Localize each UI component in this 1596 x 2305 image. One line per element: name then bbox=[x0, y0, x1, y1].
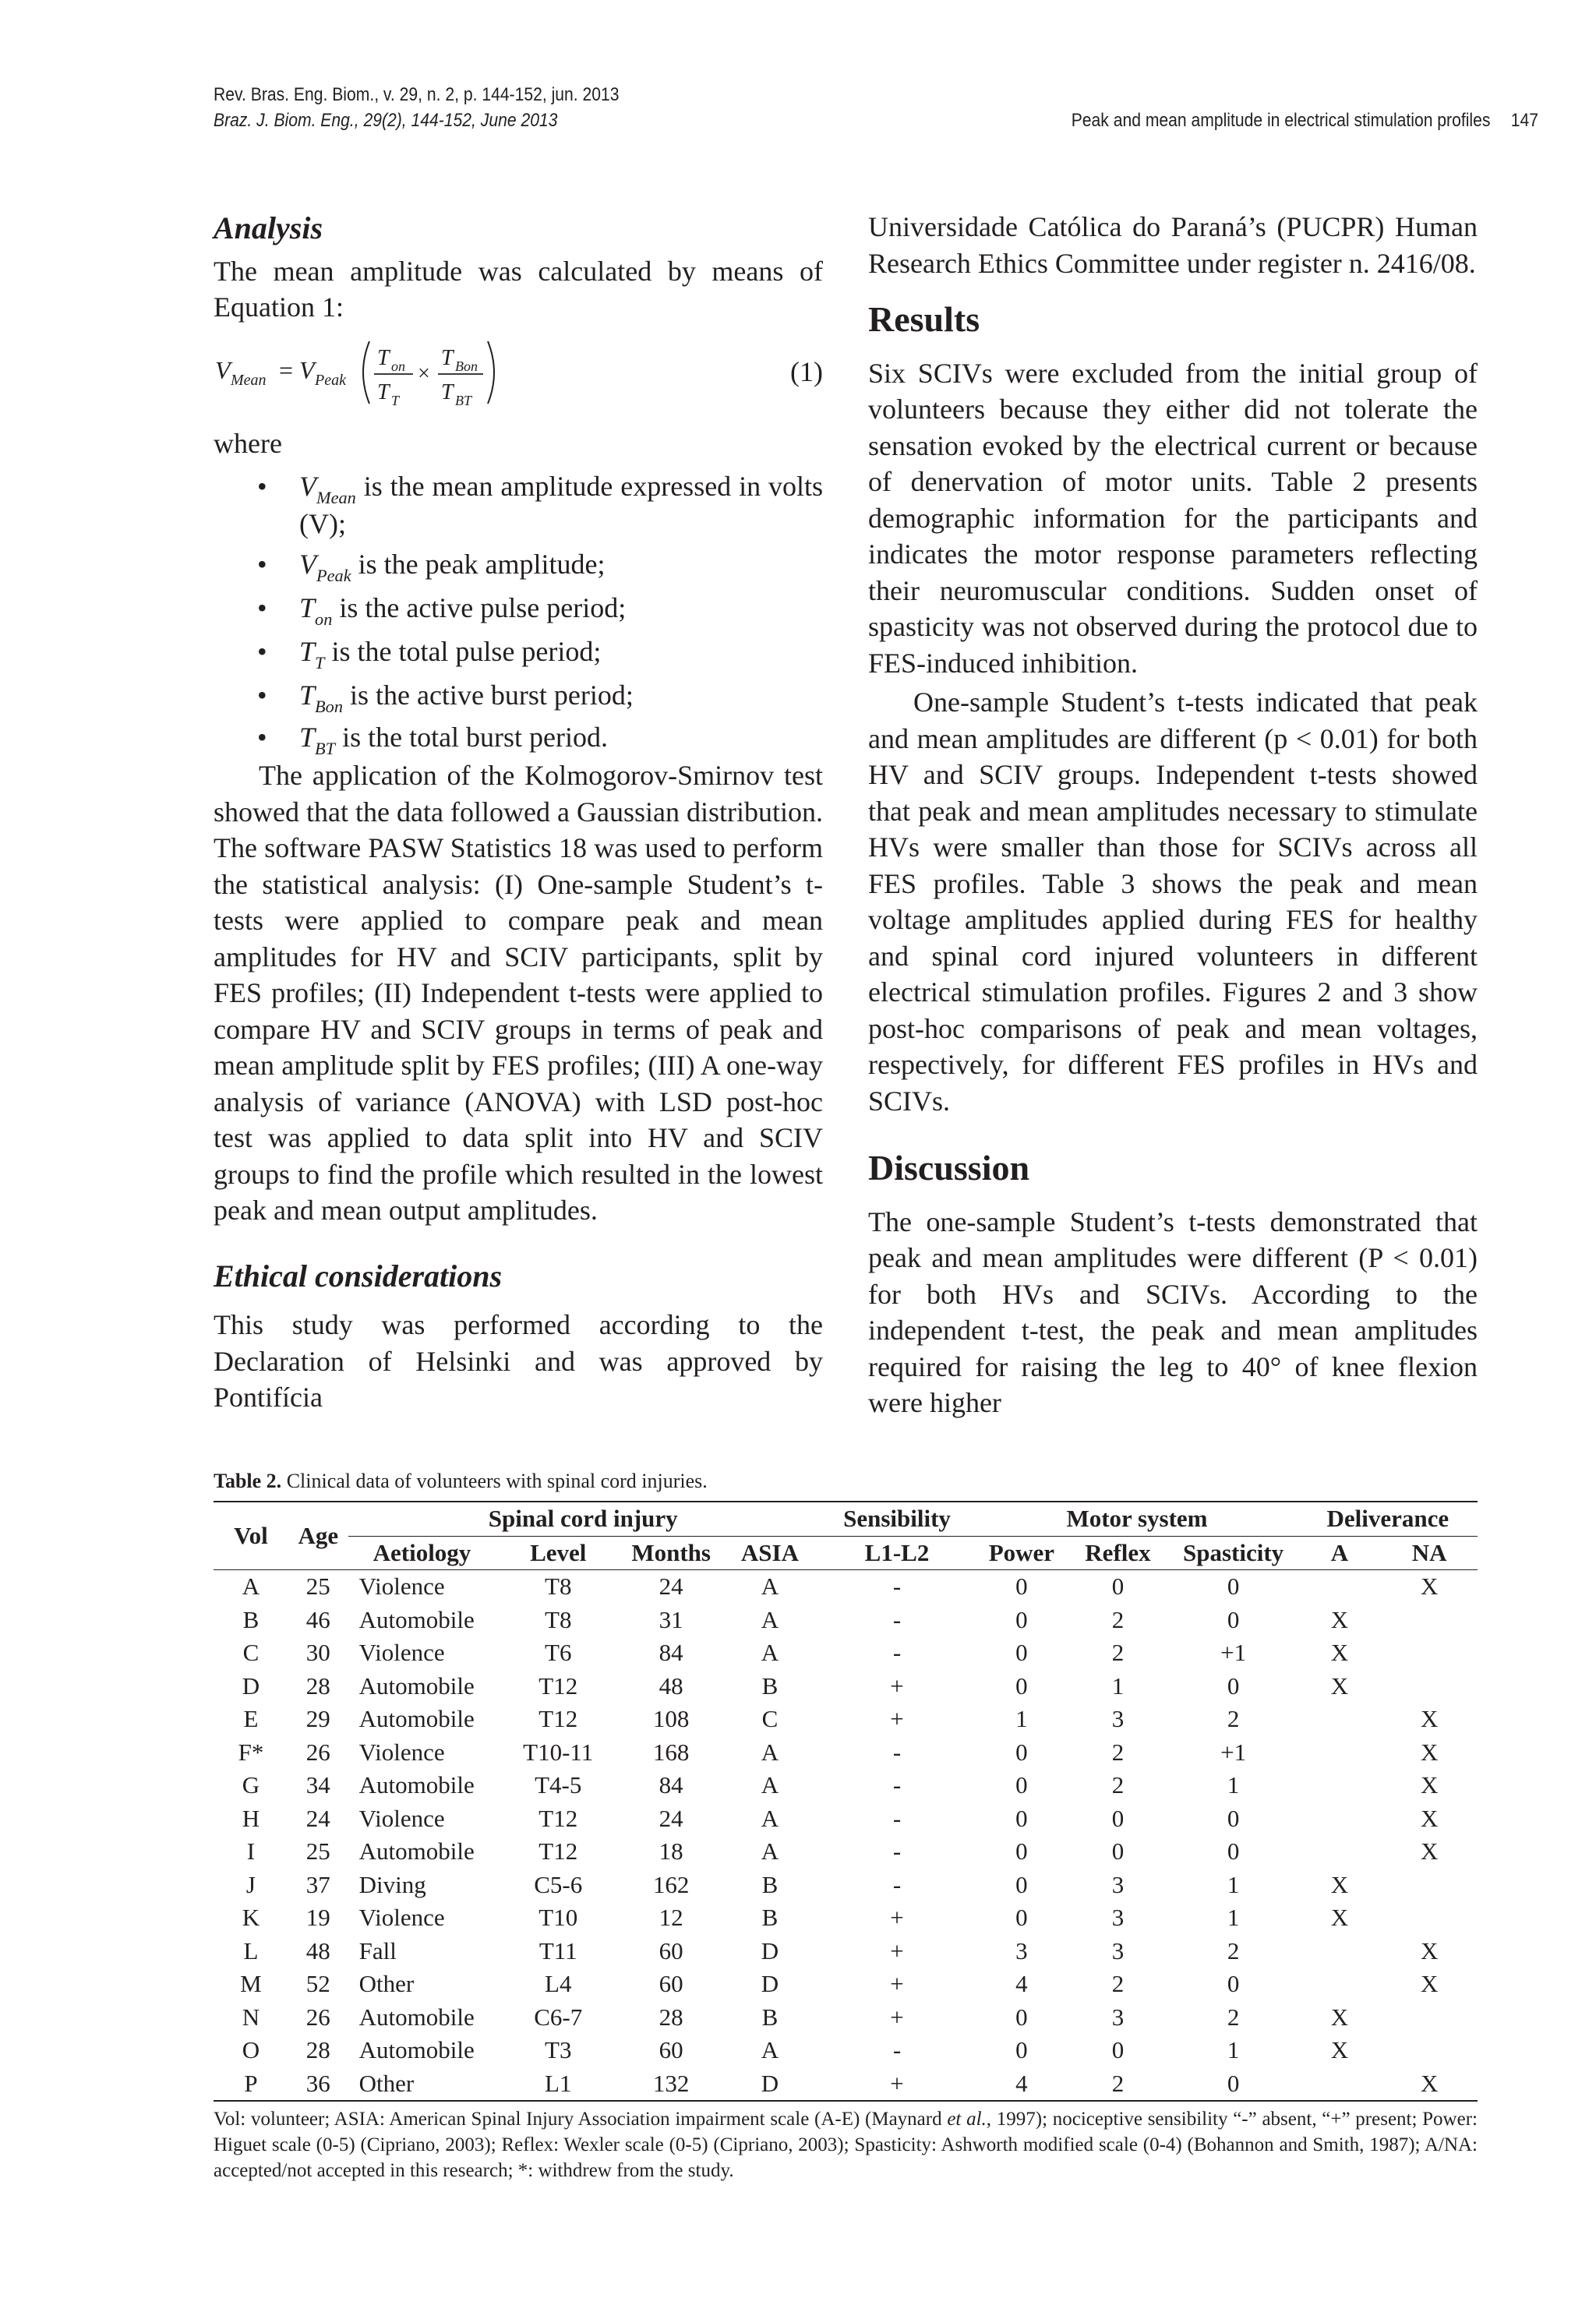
cell-power: 0 bbox=[1015, 1804, 1028, 1832]
cell-power: 0 bbox=[1015, 2036, 1028, 2064]
cell-asia: A bbox=[761, 1771, 779, 1799]
cell-accepted bbox=[1298, 1835, 1382, 1869]
journal-header-en: Braz. J. Biom. Eng., 29(2), 144-152, June 2013 bbox=[214, 110, 558, 131]
cell-not-accepted: X bbox=[1420, 1573, 1439, 1601]
results-heading: Results bbox=[868, 299, 980, 339]
cell-accepted bbox=[1298, 1935, 1382, 1968]
cell-asia: B bbox=[761, 1671, 779, 1700]
cell-not-accepted: X bbox=[1381, 2067, 1478, 2102]
cell-reflex: 0 bbox=[1111, 1804, 1125, 1832]
cell-power: 0 bbox=[1015, 1738, 1028, 1766]
cell-spasticity: 2 bbox=[1227, 1705, 1240, 1733]
cell-sensibility: - bbox=[892, 1573, 902, 1601]
header-not-accepted: NA bbox=[1381, 1536, 1478, 1570]
cell-asia: C bbox=[761, 1705, 779, 1733]
cell-not-accepted bbox=[1381, 1604, 1478, 1637]
cell-sensibility: - bbox=[892, 1605, 902, 1633]
cell-sensibility: - bbox=[892, 1771, 902, 1799]
cell-aetiology: Violence bbox=[358, 1573, 445, 1601]
cell-vol: M bbox=[240, 1970, 262, 1998]
cell-accepted bbox=[1298, 1968, 1382, 2001]
analysis-heading: Analysis bbox=[214, 210, 323, 245]
cell-level: T10-11 bbox=[523, 1738, 594, 1766]
cell-aetiology: Diving bbox=[358, 1870, 426, 1898]
header-aetiology: Aetiology bbox=[348, 1536, 496, 1570]
cell-age: 34 bbox=[305, 1771, 330, 1799]
cell-sensibility: - bbox=[892, 1837, 902, 1866]
cell-age: 28 bbox=[305, 1671, 330, 1700]
cell-spasticity: +1 bbox=[1220, 1738, 1247, 1766]
cell-power: 0 bbox=[1015, 1573, 1028, 1601]
cell-power: 0 bbox=[1015, 1870, 1028, 1898]
header-vol: Vol bbox=[214, 1502, 288, 1570]
cell-not-accepted bbox=[1381, 1901, 1478, 1935]
table-row bbox=[214, 1604, 1478, 1637]
cell-level: C6-7 bbox=[534, 2003, 583, 2031]
cell-not-accepted: X bbox=[1420, 1804, 1439, 1832]
cell-months: 168 bbox=[652, 1738, 690, 1766]
cell-asia: B bbox=[761, 1870, 779, 1898]
table-row bbox=[214, 1901, 1478, 1935]
cell-vol: P bbox=[214, 2067, 288, 2102]
cell-aetiology: Automobile bbox=[358, 1705, 475, 1733]
svg-text:Mean: Mean bbox=[231, 371, 267, 389]
cell-vol: E bbox=[243, 1705, 259, 1733]
cell-aetiology: Automobile bbox=[358, 1605, 475, 1633]
bullet-vpeak: • $V_{Peak}$ is the peak amplitude; bbox=[214, 542, 823, 586]
header-motor-system: Motor system bbox=[976, 1502, 1298, 1536]
cell-level: T12 bbox=[538, 1837, 578, 1866]
cell-vol: G bbox=[242, 1771, 260, 1799]
cell-vol: K bbox=[242, 1904, 260, 1932]
bullet-ton: • $T_{on}$ is the active pulse period; bbox=[214, 586, 823, 630]
cell-months: 108 bbox=[652, 1705, 690, 1733]
cell-not-accepted bbox=[1381, 1670, 1478, 1703]
cell-reflex: 2 bbox=[1067, 2067, 1168, 2102]
cell-vol: J bbox=[245, 1870, 256, 1898]
cell-sensibility: + bbox=[890, 1970, 904, 1998]
cell-reflex: 3 bbox=[1111, 1936, 1125, 1964]
cell-asia: B bbox=[761, 2003, 779, 2031]
cell-accepted bbox=[1298, 1570, 1382, 1604]
cell-age: 24 bbox=[305, 1804, 330, 1832]
cell-not-accepted bbox=[1381, 1636, 1478, 1670]
header-reflex: Reflex bbox=[1067, 1536, 1168, 1570]
cell-accepted: X bbox=[1330, 2003, 1349, 2031]
cell-accepted: X bbox=[1330, 1605, 1349, 1633]
cell-months: 132 bbox=[620, 2067, 722, 2102]
cell-vol: I bbox=[246, 1837, 256, 1866]
cell-reflex: 3 bbox=[1111, 1904, 1125, 1932]
cell-vol: O bbox=[242, 2036, 260, 2064]
cell-reflex: 2 bbox=[1111, 1605, 1125, 1633]
cell-reflex: 2 bbox=[1111, 1639, 1125, 1667]
table-footnote: Vol: volunteer; ASIA: American Spinal Injury Association impairment scale (A-E) (Maynard et al., 1997); nociceptive sensibility “-” absent, “+” present; Power: Higuet scale (0-5) (Cipriano, 2003); Reflex: Wexler scale (0-5) (Cipriano, 2003); Spasticity: Ashworth modified scale (0-4) (Bohannon and Smith, 1987); A/NA: accepted/not accepted in this research; *: withdrew from the study. bbox=[214, 2109, 1478, 2181]
cell-power: 0 bbox=[1015, 2003, 1028, 2031]
cell-asia: A bbox=[761, 1804, 779, 1832]
cell-spasticity: 2 bbox=[1227, 1936, 1240, 1964]
cell-level: T4-5 bbox=[535, 1771, 582, 1799]
cell-power: 0 bbox=[1015, 1771, 1028, 1799]
cell-accepted: X bbox=[1330, 1870, 1349, 1898]
cell-months: 28 bbox=[659, 2003, 683, 2031]
header-accepted: A bbox=[1298, 1536, 1382, 1570]
table-row bbox=[214, 1869, 1478, 1902]
cell-age: 30 bbox=[305, 1639, 330, 1667]
cell-level: T12 bbox=[538, 1705, 578, 1733]
cell-reflex: 0 bbox=[1111, 2036, 1125, 2064]
cell-spasticity: +1 bbox=[1220, 1639, 1247, 1667]
equation-number: (1) bbox=[790, 355, 823, 387]
cell-power: 4 bbox=[1015, 1970, 1028, 1998]
svg-text:T: T bbox=[377, 345, 390, 370]
cell-age: 29 bbox=[305, 1705, 330, 1733]
bullet-vmean: • $V_{Mean}$ is the mean amplitude expressed in volts (V); bbox=[214, 468, 823, 542]
svg-text:V: V bbox=[299, 355, 315, 384]
cell-sensibility: - bbox=[892, 1804, 902, 1832]
cell-vol: C bbox=[242, 1639, 260, 1667]
cell-vol: H bbox=[242, 1804, 260, 1832]
cell-reflex: 2 bbox=[1111, 1970, 1125, 1998]
cell-level: T11 bbox=[538, 1936, 577, 1964]
cell-months: 162 bbox=[652, 1870, 690, 1898]
cell-months: 24 bbox=[659, 1573, 683, 1601]
bullet-tt: • $T_T$ is the total pulse period; bbox=[214, 630, 823, 673]
cell-level: T8 bbox=[545, 1605, 572, 1633]
cell-reflex: 1 bbox=[1111, 1671, 1125, 1700]
cell-level: C5-6 bbox=[534, 1870, 583, 1898]
cell-aetiology: Violence bbox=[358, 1804, 445, 1832]
equation-1 bbox=[214, 330, 823, 415]
cell-reflex: 3 bbox=[1111, 1870, 1125, 1898]
cell-months: 60 bbox=[659, 2036, 683, 2064]
cell-sensibility: - bbox=[892, 2036, 902, 2064]
table-row bbox=[214, 1968, 1478, 2001]
page-number: 147 bbox=[1510, 110, 1538, 131]
journal-header-pt: Rev. Bras. Eng. Biom., v. 29, n. 2, p. 144-152, jun. 2013 bbox=[214, 84, 620, 105]
table-row bbox=[214, 1802, 1478, 1836]
cell-spasticity: 0 bbox=[1168, 2067, 1298, 2102]
svg-text:T: T bbox=[441, 345, 454, 370]
right-column bbox=[868, 210, 1478, 1421]
cell-months: 48 bbox=[659, 1671, 683, 1700]
cell-months: 12 bbox=[659, 1904, 683, 1932]
cell-not-accepted bbox=[1381, 1869, 1478, 1902]
table-row bbox=[214, 1835, 1478, 1869]
cell-aetiology: Other bbox=[348, 2067, 496, 2102]
ethics-paragraph: This study was performed according to the Declaration of Helsinki and was approved by Pontifícia bbox=[214, 1309, 823, 1413]
cell-age: 37 bbox=[305, 1870, 330, 1898]
cell-accepted bbox=[1298, 2067, 1382, 2102]
table-row bbox=[214, 1570, 1478, 1604]
cell-level: T12 bbox=[538, 1671, 578, 1700]
cell-vol: N bbox=[242, 2003, 260, 2031]
svg-text:T: T bbox=[441, 379, 454, 404]
cell-not-accepted: X bbox=[1420, 1705, 1439, 1733]
svg-text:T: T bbox=[377, 379, 390, 404]
results-paragraph-1: Six SCIVs were excluded from the initial group of volunteers because they either did not tolerate the sensation evoked by the electrical current or because of denervation of motor units. Table 2 presents demographic information for the participants and indicates the motor response parameters reflecting their neuromuscular conditions. Sudden onset of spasticity was not observed during the protocol due to FES-induced inhibition. bbox=[868, 357, 1478, 679]
cell-aetiology: Violence bbox=[358, 1639, 445, 1667]
cell-aetiology: Automobile bbox=[358, 1671, 475, 1700]
cell-power: 0 bbox=[1015, 1671, 1028, 1700]
cell-asia: D bbox=[722, 2067, 818, 2102]
cell-power: 0 bbox=[1015, 1837, 1028, 1866]
where-label: where bbox=[214, 427, 282, 459]
header-months: Months bbox=[620, 1536, 722, 1570]
cell-vol: F* bbox=[238, 1738, 264, 1766]
table-row bbox=[214, 1736, 1478, 1770]
cell-aetiology: Violence bbox=[358, 1904, 445, 1932]
cell-spasticity: 0 bbox=[1227, 1970, 1240, 1998]
table-row bbox=[214, 2034, 1478, 2067]
cell-not-accepted: X bbox=[1420, 1837, 1439, 1866]
table-row bbox=[214, 1703, 1478, 1736]
cell-spasticity: 1 bbox=[1227, 2036, 1240, 2064]
cell-power: 4 bbox=[976, 2067, 1067, 2102]
table-body bbox=[214, 1570, 1478, 2102]
cell-spasticity: 0 bbox=[1227, 1804, 1240, 1832]
cell-months: 84 bbox=[659, 1639, 683, 1667]
svg-text:V: V bbox=[215, 355, 231, 384]
cell-not-accepted: X bbox=[1420, 1771, 1439, 1799]
cell-not-accepted: X bbox=[1420, 1970, 1439, 1998]
cell-level: T6 bbox=[545, 1639, 572, 1667]
cell-age: 25 bbox=[305, 1573, 330, 1601]
bullet-tbt: • $T_{BT}$ is the total burst period. bbox=[214, 717, 823, 757]
cell-level: L1 bbox=[496, 2067, 620, 2102]
cell-asia: D bbox=[761, 1936, 779, 1964]
cell-asia: D bbox=[761, 1970, 779, 1998]
cell-asia: A bbox=[761, 1573, 779, 1601]
cell-accepted: X bbox=[1330, 1639, 1349, 1667]
cell-spasticity: 1 bbox=[1227, 1870, 1240, 1898]
cell-accepted: X bbox=[1330, 2036, 1349, 2064]
svg-text:Peak: Peak bbox=[315, 371, 346, 389]
cell-asia: A bbox=[761, 1639, 779, 1667]
header-spasticity: Spasticity bbox=[1168, 1536, 1298, 1570]
cell-spasticity: 2 bbox=[1227, 2003, 1240, 2031]
cell-power: 0 bbox=[1015, 1639, 1028, 1667]
cell-spasticity: 1 bbox=[1227, 1904, 1240, 1932]
cell-months: 60 bbox=[659, 1970, 683, 1998]
cell-sensibility: + bbox=[890, 1936, 904, 1964]
cell-reflex: 2 bbox=[1111, 1738, 1125, 1766]
cell-level: T10 bbox=[538, 1904, 578, 1932]
cell-aetiology: Automobile bbox=[358, 1771, 475, 1799]
cell-aetiology: Automobile bbox=[358, 2003, 475, 2031]
svg-text:Bon: Bon bbox=[455, 358, 478, 374]
cell-power: 0 bbox=[1015, 1605, 1028, 1633]
cell-reflex: 3 bbox=[1111, 2003, 1125, 2031]
cell-sensibility: + bbox=[818, 2067, 976, 2102]
cell-months: 60 bbox=[659, 1936, 683, 1964]
cell-accepted bbox=[1298, 1802, 1382, 1836]
cell-aetiology: Other bbox=[358, 1970, 415, 1998]
cell-vol: B bbox=[242, 1605, 260, 1633]
cell-sensibility: - bbox=[892, 1639, 902, 1667]
table-2 bbox=[214, 1470, 1478, 2183]
table-row bbox=[214, 1636, 1478, 1670]
cell-months: 84 bbox=[659, 1771, 683, 1799]
table-row bbox=[214, 1670, 1478, 1703]
cell-reflex: 0 bbox=[1111, 1573, 1125, 1601]
cell-age: 36 bbox=[288, 2067, 348, 2102]
cell-accepted: X bbox=[1330, 1904, 1349, 1932]
cell-age: 28 bbox=[305, 2036, 330, 2064]
table-caption: Table 2. Clinical data of volunteers with spinal cord injuries. bbox=[214, 1470, 708, 1492]
cell-age: 19 bbox=[305, 1904, 330, 1932]
analysis-paragraph: The application of the Kolmogorov-Smirnov test showed that the data followed a Gaussian distribution. The software PASW Statistics 18 was used to perform the statistical analysis: (I) One-sample Student’s t-tests were applied to compare peak and mean amplitudes for HV and SCIV participants, split by FES profiles; (II) Independent t-tests were applied to compare HV and SCIV groups in terms of peak and mean amplitude split by FES profiles; (III) A one-way analysis of variance (ANOVA) with LSD post-hoc test was applied to data split into HV and SCIV groups to find the profile which resulted in the lowest peak and mean output amplitudes. bbox=[214, 760, 823, 1226]
table-header-row bbox=[214, 1502, 1478, 1536]
clinical-data-table bbox=[214, 1501, 1478, 2102]
cell-level: T12 bbox=[538, 1804, 578, 1832]
cell-vol: A bbox=[242, 1573, 260, 1601]
cell-aetiology: Automobile bbox=[358, 2036, 475, 2064]
cell-asia: A bbox=[761, 1738, 779, 1766]
cell-sensibility: - bbox=[892, 1738, 902, 1766]
header-deliverance: Deliverance bbox=[1298, 1502, 1478, 1536]
table-row bbox=[214, 1935, 1478, 1968]
running-header bbox=[1072, 110, 1538, 132]
svg-text:=: = bbox=[279, 355, 294, 384]
header-level: Level bbox=[496, 1536, 620, 1570]
svg-text:×: × bbox=[418, 361, 430, 386]
cell-vol: L bbox=[243, 1936, 259, 1964]
cell-power: 3 bbox=[1015, 1936, 1028, 1964]
cell-aetiology: Violence bbox=[358, 1738, 445, 1766]
cell-reflex: 2 bbox=[1111, 1771, 1125, 1799]
header-spinal-cord-injury: Spinal cord injury bbox=[348, 1502, 818, 1536]
cell-not-accepted bbox=[1381, 2034, 1478, 2067]
ethics-heading: Ethical considerations bbox=[214, 1258, 503, 1294]
cell-not-accepted: X bbox=[1420, 1936, 1439, 1964]
header-power: Power bbox=[976, 1536, 1067, 1570]
header-asia: ASIA bbox=[722, 1536, 818, 1570]
left-column bbox=[214, 210, 823, 1416]
results-paragraph-2: One-sample Student’s t-tests indicated that peak and mean amplitudes are different (p < 0.01) for both HV and SCIV groups. Independent t-tests showed that peak and mean amplitudes necessary to stimulate HVs were smaller than those for SCIVs across all FES profiles. Table 3 shows the peak and mean voltage amplitudes applied during FES for healthy and spinal cord injured volunteers in different electrical stimulation profiles. Figures 2 and 3 show post-hoc comparisons of peak and mean voltages, respectively, for different FES profiles in HVs and SCIVs. bbox=[868, 687, 1478, 1117]
cell-reflex: 0 bbox=[1111, 1837, 1125, 1866]
cell-accepted bbox=[1298, 1703, 1382, 1736]
table-row bbox=[214, 1769, 1478, 1802]
bullet-tbon: • $T_{Bon}$ is the active burst period; bbox=[214, 673, 823, 717]
header-l1-l2: L1-L2 bbox=[818, 1536, 976, 1570]
discussion-paragraph-1: The one-sample Student’s t-tests demonstrated that peak and mean amplitudes were different (P < 0.01) for both HVs and SCIVs. According to the independent t-test, the peak and mean amplitudes required for raising the leg to 40° of knee flexion were higher bbox=[868, 1205, 1478, 1418]
header-age: Age bbox=[288, 1502, 348, 1570]
svg-text:on: on bbox=[391, 358, 405, 374]
cell-power: 1 bbox=[1015, 1705, 1028, 1733]
cell-not-accepted bbox=[1381, 2001, 1478, 2035]
cell-sensibility: - bbox=[892, 1870, 902, 1898]
cell-asia: A bbox=[761, 1605, 779, 1633]
cell-sensibility: + bbox=[890, 1904, 904, 1932]
svg-text:T: T bbox=[391, 392, 400, 408]
table-row bbox=[214, 2001, 1478, 2035]
cell-age: 52 bbox=[305, 1970, 330, 1998]
ethics-paragraph-cont: Universidade Católica do Paraná’s (PUCPR) Human Research Ethics Committee under register n. 2416/08. bbox=[868, 211, 1478, 279]
running-title: Peak and mean amplitude in electrical stimulation profiles bbox=[1071, 110, 1491, 131]
analysis-intro: The mean amplitude was calculated by means of Equation 1: bbox=[214, 255, 823, 323]
cell-spasticity: 1 bbox=[1227, 1771, 1240, 1799]
cell-sensibility: + bbox=[890, 1671, 904, 1700]
cell-age: 25 bbox=[305, 1837, 330, 1866]
variable-list bbox=[214, 468, 823, 757]
cell-sensibility: + bbox=[890, 1705, 904, 1733]
cell-spasticity: 0 bbox=[1227, 1605, 1240, 1633]
cell-power: 0 bbox=[1015, 1904, 1028, 1932]
cell-asia: B bbox=[761, 1904, 779, 1932]
cell-age: 46 bbox=[305, 1605, 330, 1633]
cell-age: 26 bbox=[305, 2003, 330, 2031]
cell-accepted bbox=[1298, 1769, 1382, 1802]
cell-aetiology: Automobile bbox=[358, 1837, 475, 1866]
cell-months: 18 bbox=[659, 1837, 683, 1866]
svg-text:BT: BT bbox=[455, 392, 472, 408]
cell-spasticity: 0 bbox=[1227, 1671, 1240, 1700]
cell-age: 48 bbox=[305, 1936, 330, 1964]
cell-spasticity: 0 bbox=[1227, 1573, 1240, 1601]
cell-reflex: 3 bbox=[1111, 1705, 1125, 1733]
discussion-heading: Discussion bbox=[868, 1148, 1030, 1188]
header-sensibility: Sensibility bbox=[818, 1502, 976, 1536]
cell-asia: A bbox=[761, 1837, 779, 1866]
cell-level: T8 bbox=[545, 1573, 572, 1601]
cell-accepted: X bbox=[1330, 1671, 1349, 1700]
cell-age: 26 bbox=[305, 1738, 330, 1766]
cell-months: 24 bbox=[659, 1804, 683, 1832]
table-subheader-row bbox=[214, 1536, 1478, 1570]
cell-spasticity: 0 bbox=[1227, 1837, 1240, 1866]
cell-aetiology: Fall bbox=[358, 1936, 397, 1964]
cell-accepted bbox=[1298, 1736, 1382, 1770]
cell-level: T3 bbox=[545, 2036, 572, 2064]
cell-level: L4 bbox=[545, 1970, 572, 1998]
equation-formula bbox=[214, 330, 759, 415]
cell-not-accepted: X bbox=[1420, 1738, 1439, 1766]
table-row bbox=[214, 2067, 1478, 2102]
cell-sensibility: + bbox=[890, 2003, 904, 2031]
cell-months: 31 bbox=[659, 1605, 683, 1633]
cell-vol: D bbox=[242, 1671, 260, 1700]
cell-asia: A bbox=[761, 2036, 779, 2064]
